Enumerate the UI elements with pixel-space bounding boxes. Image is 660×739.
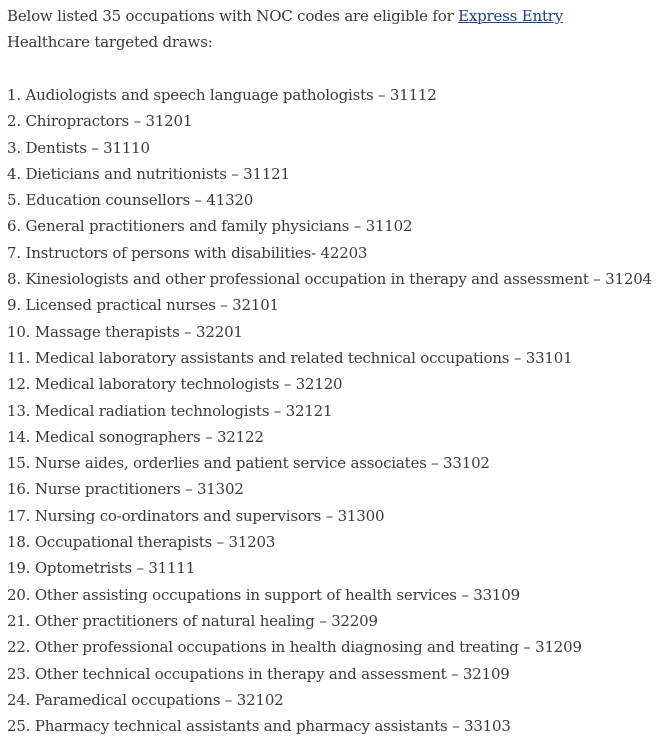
occupation-list xyxy=(7,82,660,739)
occupation-list-item: 2. Chiropractors – 31201 xyxy=(7,112,193,131)
occupation-list-item: 20. Other assisting occupations in support of health services – 33109 xyxy=(7,585,520,604)
occupation-list-item: 1. Audiologists and speech language pathologists – 31112 xyxy=(7,86,437,104)
occupation-list-item: 5. Education counsellors – 41320 xyxy=(7,191,254,210)
occupation-list-item: 10. Massage therapists – 32201 xyxy=(7,322,243,341)
occupation-list-item: 21. Other practitioners of natural healing – 32209 xyxy=(7,611,378,630)
intro-text-after: Healthcare targeted draws: xyxy=(7,33,213,51)
express-entry-link[interactable]: Express Entry xyxy=(458,7,564,25)
occupation-list-item: 8. Kinesiologists and other professional occupation in therapy and assessment – 31204 xyxy=(7,270,652,289)
occupation-list-item: 23. Other technical occupations in therapy and assessment – 32109 xyxy=(7,664,510,683)
occupation-list-item: 7. Instructors of persons with disabilities- 42203 xyxy=(7,243,368,262)
occupation-list-item: 14. Medical sonographers – 32122 xyxy=(7,427,264,446)
intro-text-before: Below listed 35 occupations with NOC codes are eligible for xyxy=(7,7,459,25)
occupation-list-item: 18. Occupational therapists – 31203 xyxy=(7,533,276,552)
article-content xyxy=(7,0,657,736)
occupation-list-item: 19. Optometrists – 31111 xyxy=(7,559,196,578)
occupation-list-item: 24. Paramedical occupations – 32102 xyxy=(7,690,284,709)
occupation-list-item: 3. Dentists – 31110 xyxy=(7,138,150,157)
occupation-list-item: 17. Nursing co-ordinators and supervisors – 31300 xyxy=(7,506,385,525)
occupation-list-item: 15. Nurse aides, orderlies and patient service associates – 33102 xyxy=(7,454,490,473)
occupation-list-item: 11. Medical laboratory assistants and related technical occupations – 33101 xyxy=(7,348,573,367)
occupation-list-item: 22. Other professional occupations in health diagnosing and treating – 31209 xyxy=(7,638,582,657)
intro-paragraph xyxy=(7,0,647,55)
occupation-list-item: 25. Pharmacy technical assistants and pharmacy assistants – 33103 xyxy=(7,717,511,736)
occupation-list-item: 12. Medical laboratory technologists – 32120 xyxy=(7,375,343,394)
occupation-list-item: 16. Nurse practitioners – 31302 xyxy=(7,480,244,499)
occupation-list-item: 9. Licensed practical nurses – 32101 xyxy=(7,296,279,315)
occupation-list-item: 13. Medical radiation technologists – 32121 xyxy=(7,401,333,420)
occupation-list-item: 6. General practitioners and family physicians – 31102 xyxy=(7,217,413,236)
occupation-list-item: 4. Dieticians and nutritionists – 31121 xyxy=(7,164,290,183)
